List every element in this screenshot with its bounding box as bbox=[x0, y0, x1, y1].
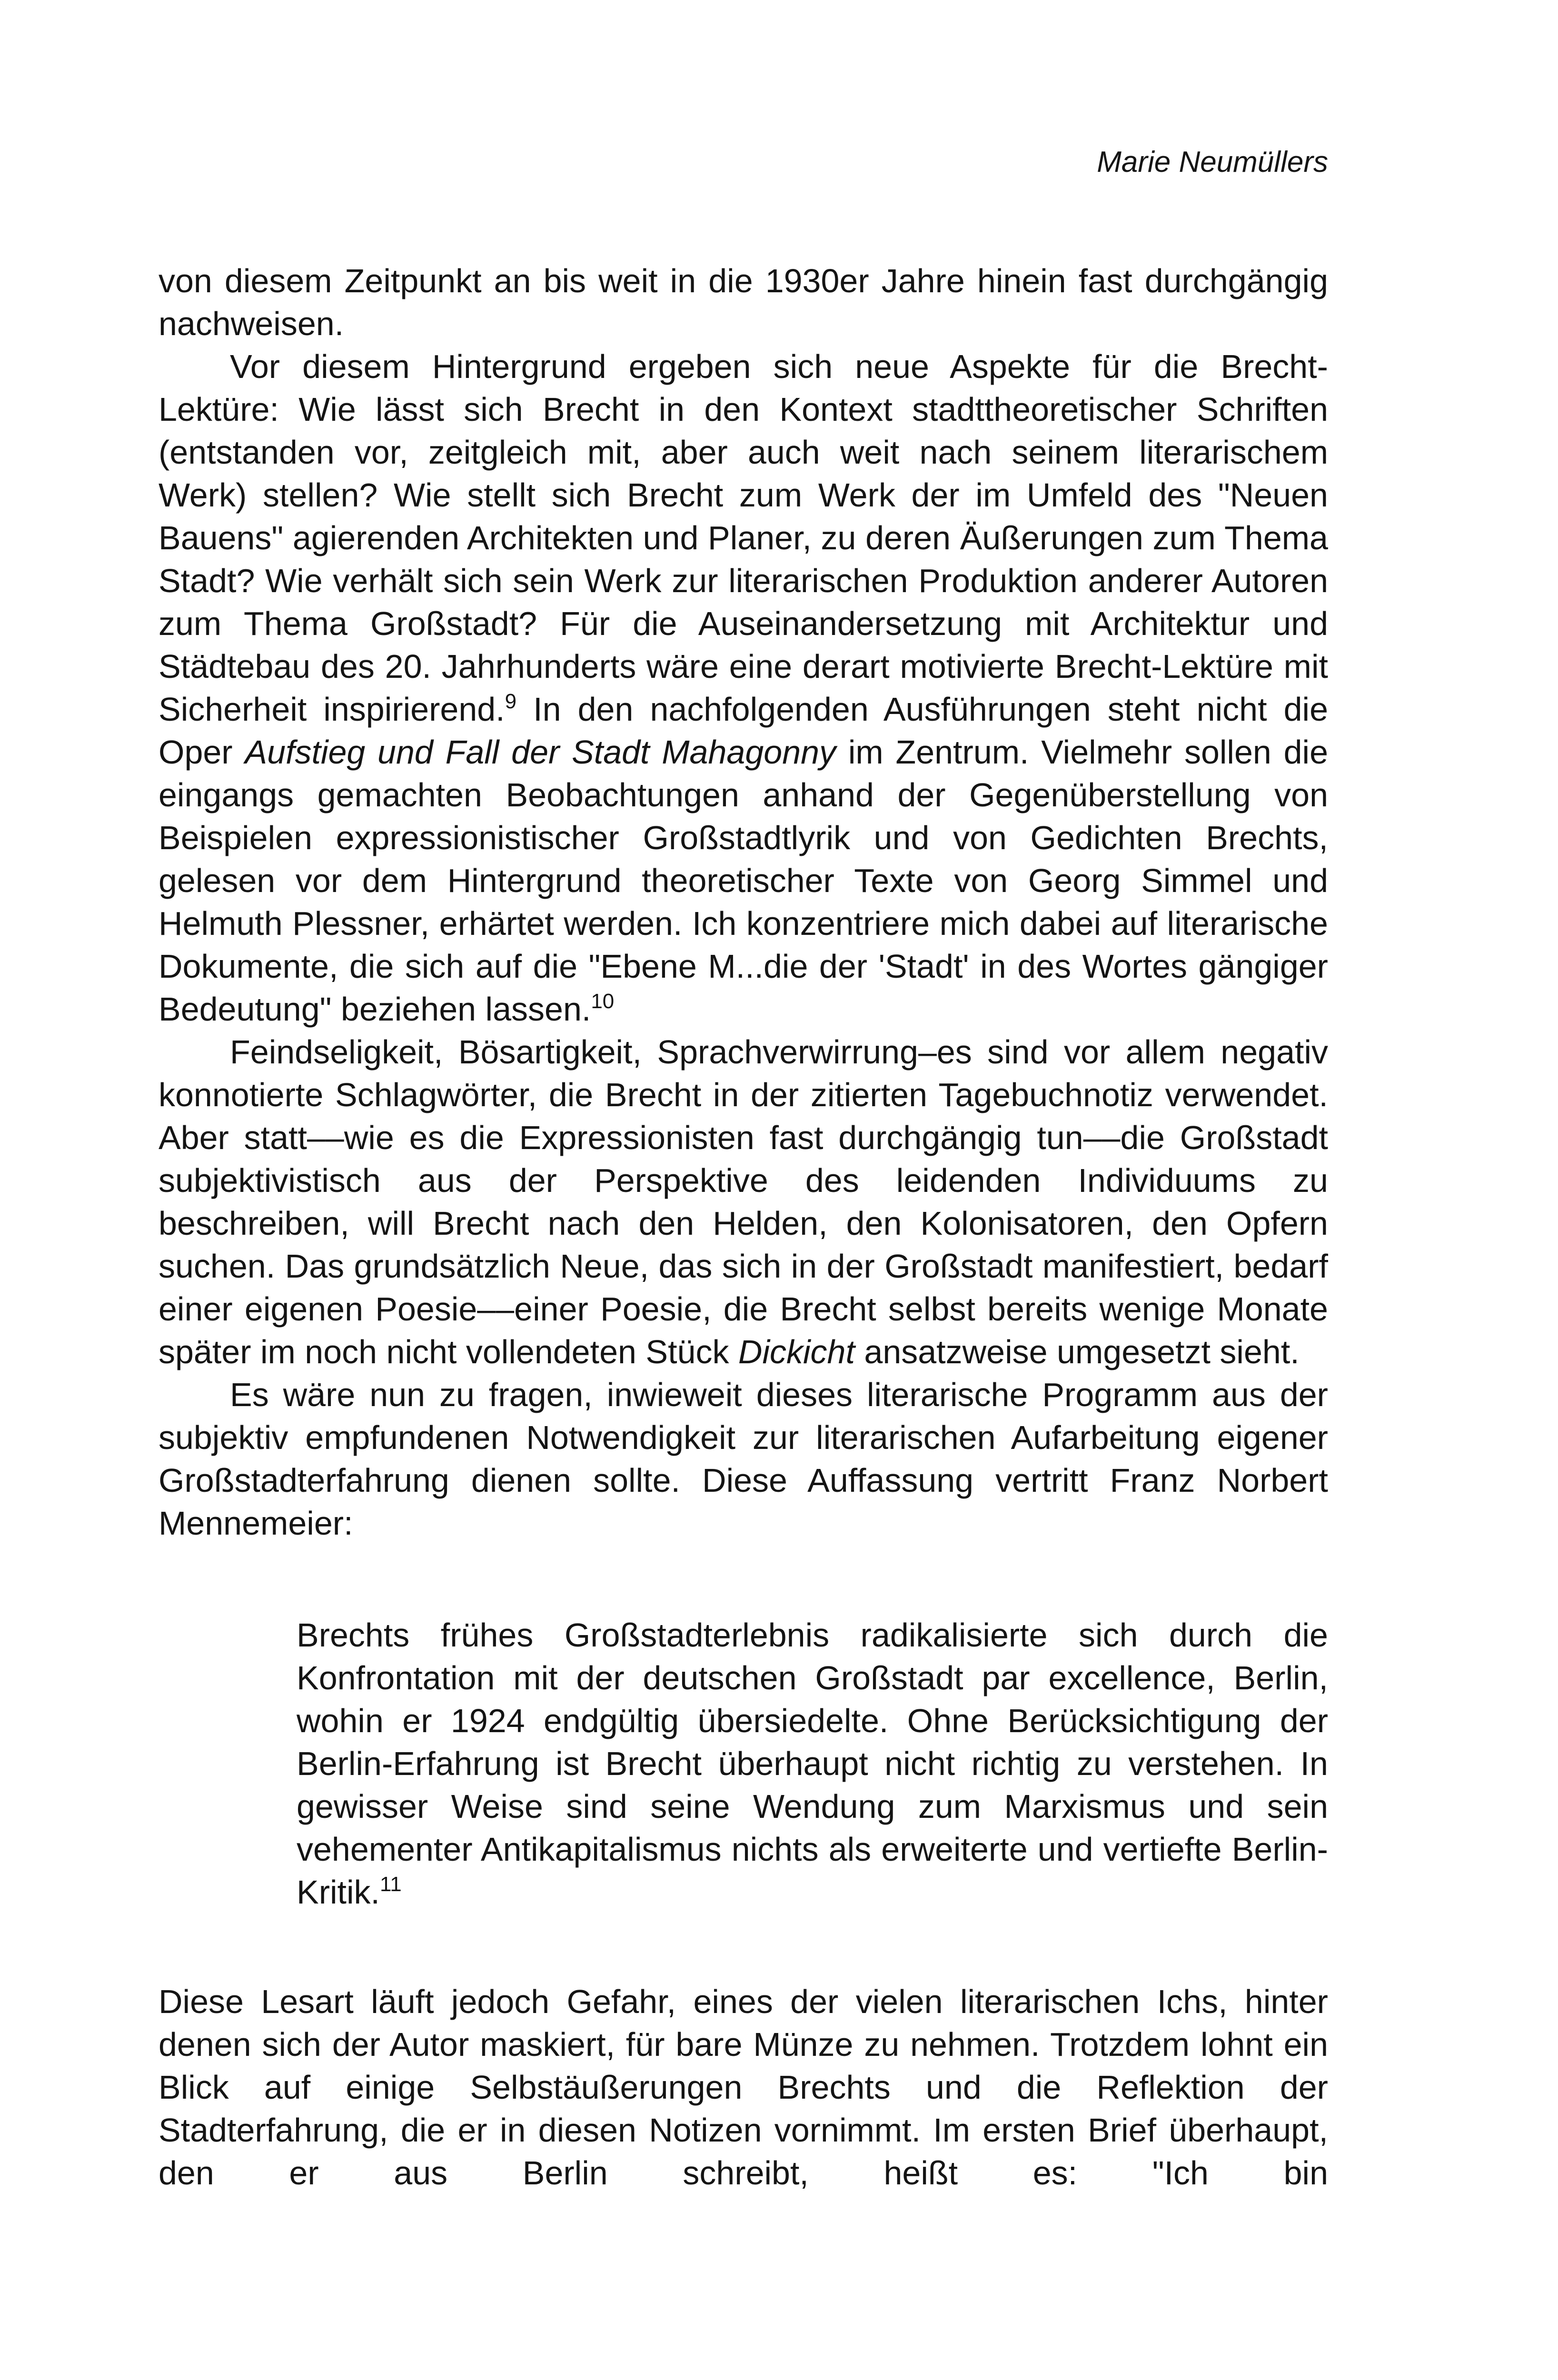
block-quote-text: Brechts frühes Großstadterlebnis radikalisierte sich durch die Konfrontation mit der deutschen Großstadt par excellence, Berlin, wohin er 1924 endgültig übersiedelte. Ohne Berücksichtigung der Berlin-Erfahrung ist Brecht überhaupt nicht richtig zu verstehen. In gewisser Weise sind seine Wendung zum Marxismus und sein vehementer Antikapitalismus nichts als erweiterte und vertiefte Berlin-Kritik. bbox=[297, 1616, 1328, 1911]
footnote-ref-10: 10 bbox=[591, 990, 615, 1013]
document-page bbox=[159, 0, 1328, 2380]
running-header-author: Marie Neumüllers bbox=[1097, 146, 1328, 178]
paragraph-5 bbox=[159, 1980, 1328, 2194]
paragraph-2-text-b: In den nachfolgenden Ausführungen steht nicht die Oper bbox=[159, 691, 1329, 771]
paragraph-2 bbox=[159, 345, 1328, 1031]
paragraph-3-text-b: ansatzweise umgesetzt sieht. bbox=[854, 1333, 1300, 1370]
paragraph-1 bbox=[159, 259, 1328, 345]
paragraph-3-text-a: Feindseligkeit, Bösartigkeit, Sprachverwirrung–es sind vor allem negativ konnotierte Schlagwörter, die Brecht in der zitierten Tagebuchnotiz verwendet. Aber statt––wie es die Expressionisten fast durchgängig tun––die Großstadt subjektivistisch aus der Perspektive des leidenden Individuums zu beschreiben, will Brecht nach den Helden, den Kolonisatoren, den Opfern suchen. Das grundsätzlich Neue, das sich in der Großstadt manifestiert, bedarf einer eigenen Poesie––einer Poesie, die Brecht selbst bereits wenige Monate später im noch nicht vollendeten Stück bbox=[159, 1033, 1328, 1370]
paragraph-4 bbox=[159, 1373, 1328, 1545]
paragraph-1-text: von diesem Zeitpunkt an bis weit in die 1930er Jahre hinein fast durchgängig nachweisen. bbox=[159, 262, 1328, 342]
paragraph-2-text-c: im Zentrum. Vielmehr sollen die eingangs gemachten Beobachtungen anhand der Gegenüberstellung von Beispielen expressionistischer Großstadtlyrik und von Gedichten Brechts, gelesen vor dem Hintergrund theoretischer Texte von Georg Simmel und Helmuth Plessner, erhärtet werden. Ich konzentriere mich dabei auf literarische Dokumente, die sich auf die "Ebene M...die der 'Stadt' in des Wortes gängiger Bedeutung" beziehen lassen. bbox=[159, 734, 1328, 1028]
block-quote bbox=[297, 1614, 1328, 1914]
footnote-ref-9: 9 bbox=[505, 690, 517, 713]
paragraph-2-text-a: Vor diesem Hintergrund ergeben sich neue Aspekte für die Brecht-Lektüre: Wie lässt sich Brecht in den Kontext stadttheoretischer Schriften (entstanden vor, zeitgleich mit, aber auch weit nach seinem literarischem Werk) stellen? Wie stellt sich Brecht zum Werk der im Umfeld des "Neuen Bauens" agierenden Architekten und Planer, zu deren Äußerungen zum Thema Stadt? Wie verhält sich sein Werk zur literarischen Produktion anderer Autoren zum Thema Großstadt? Für die Auseinandersetzung mit Architektur und Städtebau des 20. Jahrhunderts wäre eine derart motivierte Brecht-Lektüre mit Sicherheit inspirierend. bbox=[159, 348, 1328, 728]
paragraph-4-text: Es wäre nun zu fragen, inwieweit dieses literarische Programm aus der subjektiv empfundenen Notwendigkeit zur literarischen Aufarbeitung eigener Großstadterfahrung dienen sollte. Diese Auffassung vertritt Franz Norbert Mennemeier: bbox=[159, 1376, 1328, 1542]
work-title-mahagonny: Aufstieg und Fall der Stadt Mahagonny bbox=[245, 734, 836, 771]
footnote-ref-11: 11 bbox=[380, 1873, 402, 1896]
paragraph-5-text: Diese Lesart läuft jedoch Gefahr, eines der vielen literarischen Ichs, hinter denen sich der Autor maskiert, für bare Münze zu nehmen. Trotzdem lohnt ein Blick auf einige Selbstäußerungen Brechts und die Reflektion der Stadterfahrung, die er in diesen Notizen vornimmt. Im ersten Brief überhaupt, den er aus Berlin schreibt, heißt es: "Ich bin bbox=[159, 1983, 1328, 2192]
paragraph-3 bbox=[159, 1031, 1328, 1373]
work-title-dickicht: Dickicht bbox=[738, 1333, 855, 1370]
body-text bbox=[159, 259, 1328, 2194]
